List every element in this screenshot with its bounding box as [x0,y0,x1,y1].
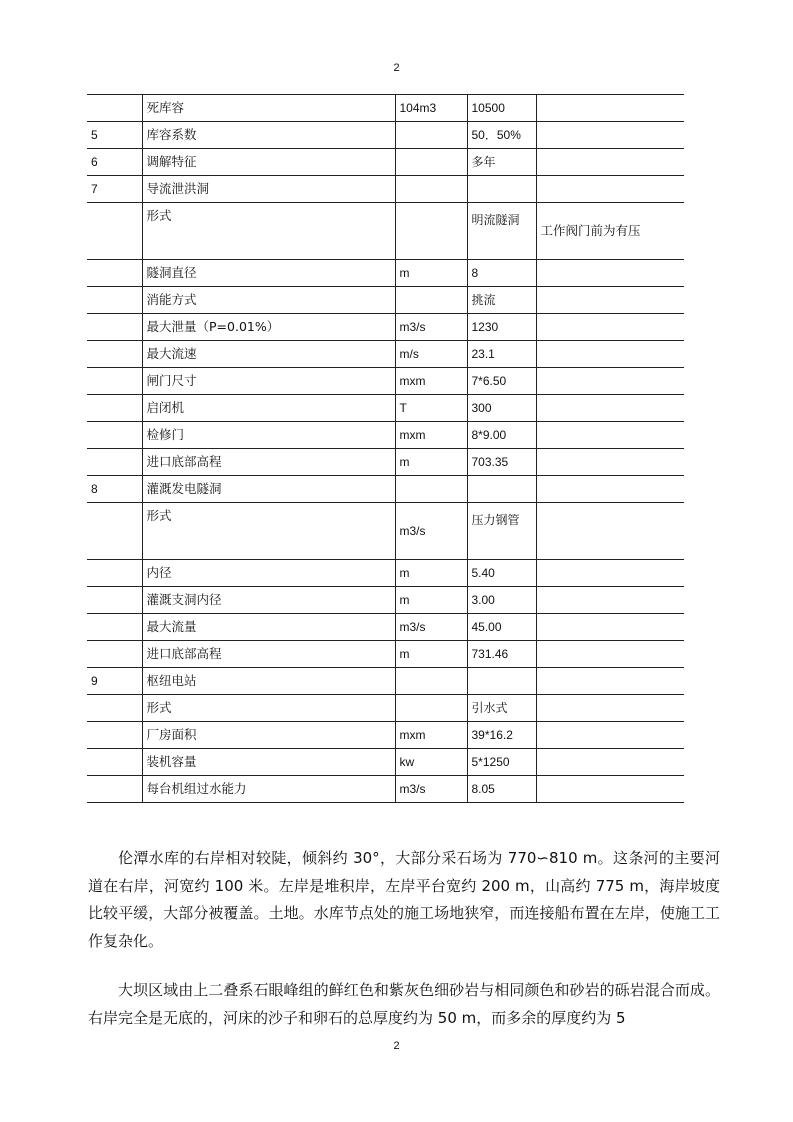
unit-cell [395,476,467,503]
table-row [87,695,684,722]
value-cell: 45.00 [467,614,536,641]
row-number-cell: 6 [87,149,142,176]
note-cell [536,422,684,449]
unit-cell [395,149,467,176]
value-cell: 39*16.2 [467,722,536,749]
note-cell [536,668,684,695]
table-row [87,95,684,122]
table-row [87,560,684,587]
item-name-cell: 灌溉支洞内径 [142,587,395,614]
item-name-cell: 最大流速 [142,341,395,368]
row-number-cell: 7 [87,176,142,203]
note-cell [536,587,684,614]
unit-cell: m [395,260,467,287]
note-cell [536,368,684,395]
item-name-cell: 启闭机 [142,395,395,422]
unit-cell [395,287,467,314]
value-cell: 多年 [467,149,536,176]
note-cell [536,776,684,803]
row-number-cell [87,776,142,803]
note-cell [536,503,684,560]
paragraph-2 [88,977,720,1032]
value-cell: 10500 [467,95,536,122]
item-name-cell: 库容系数 [142,122,395,149]
table-row [87,449,684,476]
unit-cell [395,668,467,695]
item-name-cell: 形式 [142,203,395,260]
item-name-cell: 隧洞直径 [142,260,395,287]
table-row [87,641,684,668]
row-number-cell [87,260,142,287]
table-row [87,776,684,803]
value-cell: 731.46 [467,641,536,668]
note-cell [536,341,684,368]
value-cell [467,476,536,503]
note-cell [536,287,684,314]
row-number-cell [87,641,142,668]
unit-cell: m3/s [395,314,467,341]
unit-cell: mxm [395,722,467,749]
row-number-cell [87,95,142,122]
note-cell [536,314,684,341]
row-number-cell [87,722,142,749]
item-name-cell: 灌溉发电隧洞 [142,476,395,503]
spec-table [87,94,684,803]
value-cell: 23.1 [467,341,536,368]
row-number-cell: 8 [87,476,142,503]
note-cell [536,449,684,476]
item-name-cell: 消能方式 [142,287,395,314]
unit-cell: m/s [395,341,467,368]
note-cell [536,749,684,776]
table-row [87,368,684,395]
table-row [87,587,684,614]
paragraph-1 [88,845,720,955]
item-name-cell: 厂房面积 [142,722,395,749]
table-row [87,341,684,368]
row-number-cell: 5 [87,122,142,149]
item-name-cell: 内径 [142,560,395,587]
note-cell [536,614,684,641]
item-name-cell: 导流泄洪洞 [142,176,395,203]
unit-cell [395,203,467,260]
row-number-cell [87,503,142,560]
note-cell [536,560,684,587]
table-row [87,122,684,149]
row-number-cell [87,422,142,449]
table-row [87,503,684,560]
note-cell [536,722,684,749]
unit-cell: m3/s [395,614,467,641]
item-name-cell: 每台机组过水能力 [142,776,395,803]
value-cell [467,668,536,695]
note-cell: 工作阀门前为有压 [536,203,684,260]
page-number-bottom: 2 [393,1040,400,1052]
value-cell [467,176,536,203]
unit-cell [395,122,467,149]
value-cell: 压力钢管 [467,503,536,560]
table-row [87,749,684,776]
value-cell: 挑流 [467,287,536,314]
item-name-cell: 进口底部高程 [142,641,395,668]
row-number-cell: 9 [87,668,142,695]
value-cell: 1230 [467,314,536,341]
row-number-cell [87,287,142,314]
note-cell [536,260,684,287]
item-name-cell: 形式 [142,503,395,560]
value-cell: 50．50% [467,122,536,149]
unit-cell: mxm [395,368,467,395]
table-row [87,287,684,314]
row-number-cell [87,695,142,722]
note-cell [536,641,684,668]
value-cell: 3.00 [467,587,536,614]
value-cell: 8.05 [467,776,536,803]
unit-cell: m [395,449,467,476]
paragraph-text: 大坝区域由上二叠系石眼峰组的鲜红色和紫灰色细砂岩与相同颜色和砂岩的砾岩混合而成。右岸完全是无底的，河床的沙子和卵石的总厚度约为 50 m，而多余的厚度约为 5 [88,981,720,1027]
unit-cell: m [395,560,467,587]
row-number-cell [87,395,142,422]
value-cell: 8*9.00 [467,422,536,449]
value-cell: 5*1250 [467,749,536,776]
unit-cell: m3/s [395,776,467,803]
unit-cell [395,176,467,203]
row-number-cell [87,368,142,395]
note-cell [536,149,684,176]
item-name-cell: 调解特征 [142,149,395,176]
table-row [87,260,684,287]
row-number-cell [87,203,142,260]
item-name-cell: 进口底部高程 [142,449,395,476]
value-cell: 明流隧洞 [467,203,536,260]
note-cell [536,122,684,149]
value-cell: 300 [467,395,536,422]
unit-cell: m3/s [395,503,467,560]
row-number-cell [87,749,142,776]
item-name-cell: 最大泄量（P=0.01%） [142,314,395,341]
table-row [87,476,684,503]
item-name-cell: 装机容量 [142,749,395,776]
unit-cell: kw [395,749,467,776]
value-cell: 引水式 [467,695,536,722]
table-row [87,668,684,695]
item-name-cell: 形式 [142,695,395,722]
row-number-cell [87,314,142,341]
row-number-cell [87,560,142,587]
note-cell [536,176,684,203]
item-name-cell: 闸门尺寸 [142,368,395,395]
unit-cell: m [395,587,467,614]
value-cell: 7*6.50 [467,368,536,395]
table-row [87,203,684,260]
table-row [87,422,684,449]
row-number-cell [87,341,142,368]
unit-cell: 104m3 [395,95,467,122]
note-cell [536,395,684,422]
table-row [87,176,684,203]
table-row [87,722,684,749]
item-name-cell: 死库容 [142,95,395,122]
table-row [87,395,684,422]
note-cell [536,695,684,722]
table-row [87,614,684,641]
unit-cell: m [395,641,467,668]
unit-cell: mxm [395,422,467,449]
page-number-top: 2 [393,62,400,74]
row-number-cell [87,587,142,614]
table-row [87,314,684,341]
row-number-cell [87,614,142,641]
note-cell [536,95,684,122]
item-name-cell: 检修门 [142,422,395,449]
value-cell: 5.40 [467,560,536,587]
unit-cell [395,695,467,722]
row-number-cell [87,449,142,476]
value-cell: 8 [467,260,536,287]
paragraph-text: 伦潭水库的右岸相对较陡，倾斜约 30°，大部分采石场为 770∽810 m。这条河的主要河道在右岸，河宽约 100 米。左岸是堆积岸，左岸平台宽约 200 m，山高约 775 m，海岸坡度比较平缓，大部分被覆盖。土地。水库节点处的施工场地狭窄，而连接船布置在左岸，使施工工作复杂化。 [88,849,720,950]
table-row [87,149,684,176]
value-cell: 703.35 [467,449,536,476]
unit-cell: T [395,395,467,422]
note-cell [536,476,684,503]
item-name-cell: 枢纽电站 [142,668,395,695]
item-name-cell: 最大流量 [142,614,395,641]
